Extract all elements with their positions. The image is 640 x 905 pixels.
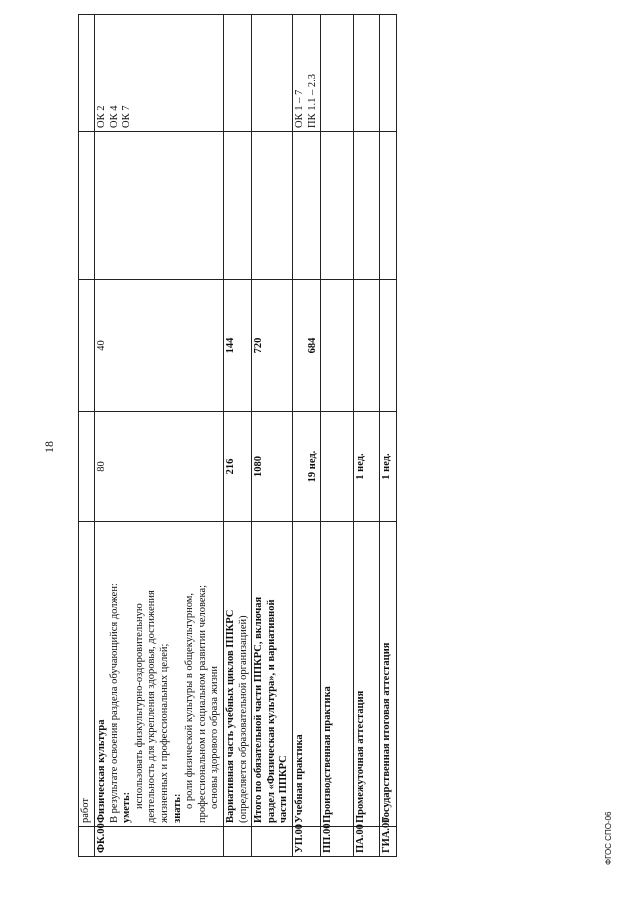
cell-name: Производственная практика [321, 522, 354, 827]
cell-code: ПП.00 [321, 827, 354, 857]
cell-hours-class: 684 [293, 280, 321, 412]
fk-umet-text-1: использовать физкультурно-оздоровительную [133, 603, 145, 809]
cell-empty [354, 132, 380, 280]
cell-hours-max: 216 [223, 412, 251, 522]
fk-competency-3: ОК 7 [121, 105, 133, 128]
fk-znat-label: знать: [171, 793, 183, 823]
cell-hours-max: 19 нед. [293, 412, 321, 522]
cell-hours-class [380, 280, 397, 412]
cell-hours-class [321, 280, 354, 412]
cell-hours-class: 720 [252, 280, 293, 412]
cell-competencies [95, 15, 224, 132]
fk-umet-text-3: жизненных и профессиональных целей; [158, 643, 170, 823]
cell-competencies [380, 15, 397, 132]
cell-code [223, 827, 251, 857]
cell-empty [293, 132, 321, 280]
cell-empty [321, 132, 354, 280]
cell-empty [95, 132, 224, 280]
table-row-fk [95, 15, 224, 857]
total-name-1: Итого по обязательной части ППКРС, включая [253, 596, 265, 823]
cell-empty [252, 132, 293, 280]
variable-name-2: (определяется образовательной организацией) [237, 615, 249, 823]
cell-hours-class: 40 [95, 280, 224, 412]
table-row-total [252, 15, 293, 857]
table-row-pa [354, 15, 380, 857]
fk-title: Физическая культура [96, 719, 107, 823]
table-row-top [79, 15, 95, 857]
cell-name: Учебная практика [293, 522, 321, 827]
cell-name [95, 522, 224, 827]
fk-znat-text-1: о роли физической культуры в общекультурном, [184, 592, 196, 809]
cell-code [79, 827, 95, 857]
cell-empty [79, 132, 95, 280]
variable-name-1: Вариативная часть учебных циклов ППКРС [224, 609, 236, 823]
cell-hours-class [354, 280, 380, 412]
fk-competency-2: ОК 4 [108, 105, 120, 128]
up-competency-2: ПК 1.1 – 2.3 [306, 74, 318, 128]
total-name-2: раздел «Физическая культура», и вариативной [265, 599, 277, 823]
cell-name [223, 522, 251, 827]
cell-code: УП.00 [293, 827, 321, 857]
cell-competencies [321, 15, 354, 132]
cell-name: работ [79, 522, 95, 827]
total-name-3: части ППКРС [278, 755, 290, 823]
cell-empty [380, 132, 397, 280]
fk-znat-text-2: профессиональном и социальном развитии человека; [196, 584, 208, 823]
cell-code [252, 827, 293, 857]
cell-competencies [223, 15, 251, 132]
cell-hours-max: 1 нед. [354, 412, 380, 522]
cell-empty [223, 132, 251, 280]
cell-name [252, 522, 293, 827]
cell-code: ГИА.00 [380, 827, 397, 857]
fk-competency-1: ОК 2 [96, 105, 107, 128]
cell-hours-max: 1 нед. [380, 412, 397, 522]
fk-intro: В результате освоения раздела обучающийся должен: [108, 583, 120, 823]
cell-hours-max [79, 412, 95, 522]
fk-umet-label: уметь: [121, 791, 133, 823]
cell-hours-max: 1080 [252, 412, 293, 522]
up-competency-1: ОК 1 – 7 [294, 89, 306, 128]
table-row-variable [223, 15, 251, 857]
curriculum-table [78, 14, 397, 857]
cell-competencies [79, 15, 95, 132]
table-row-gia [380, 15, 397, 857]
cell-competencies [354, 15, 380, 132]
table-row-up [293, 15, 321, 857]
fk-znat-text-3: основы здорового образа жизни [209, 666, 221, 809]
cell-competencies [293, 15, 321, 132]
cell-name: Государственная итоговая аттестация [380, 522, 397, 827]
page-number: 18 [42, 441, 56, 453]
cell-hours-class: 144 [223, 280, 251, 412]
table-row-pp [321, 15, 354, 857]
cell-hours-max: 80 [95, 412, 224, 522]
cell-hours-class [79, 280, 95, 412]
cell-code: ПА.00 [354, 827, 380, 857]
cell-name: Промежуточная аттестация [354, 522, 380, 827]
cell-hours-max [321, 412, 354, 522]
footer-code: ФГОС СПО-06 [604, 811, 613, 865]
cell-competencies [252, 15, 293, 132]
fk-umet-text-2: деятельность для укрепления здоровья, достижения [146, 590, 158, 823]
cell-code: ФК.00 [95, 827, 224, 857]
